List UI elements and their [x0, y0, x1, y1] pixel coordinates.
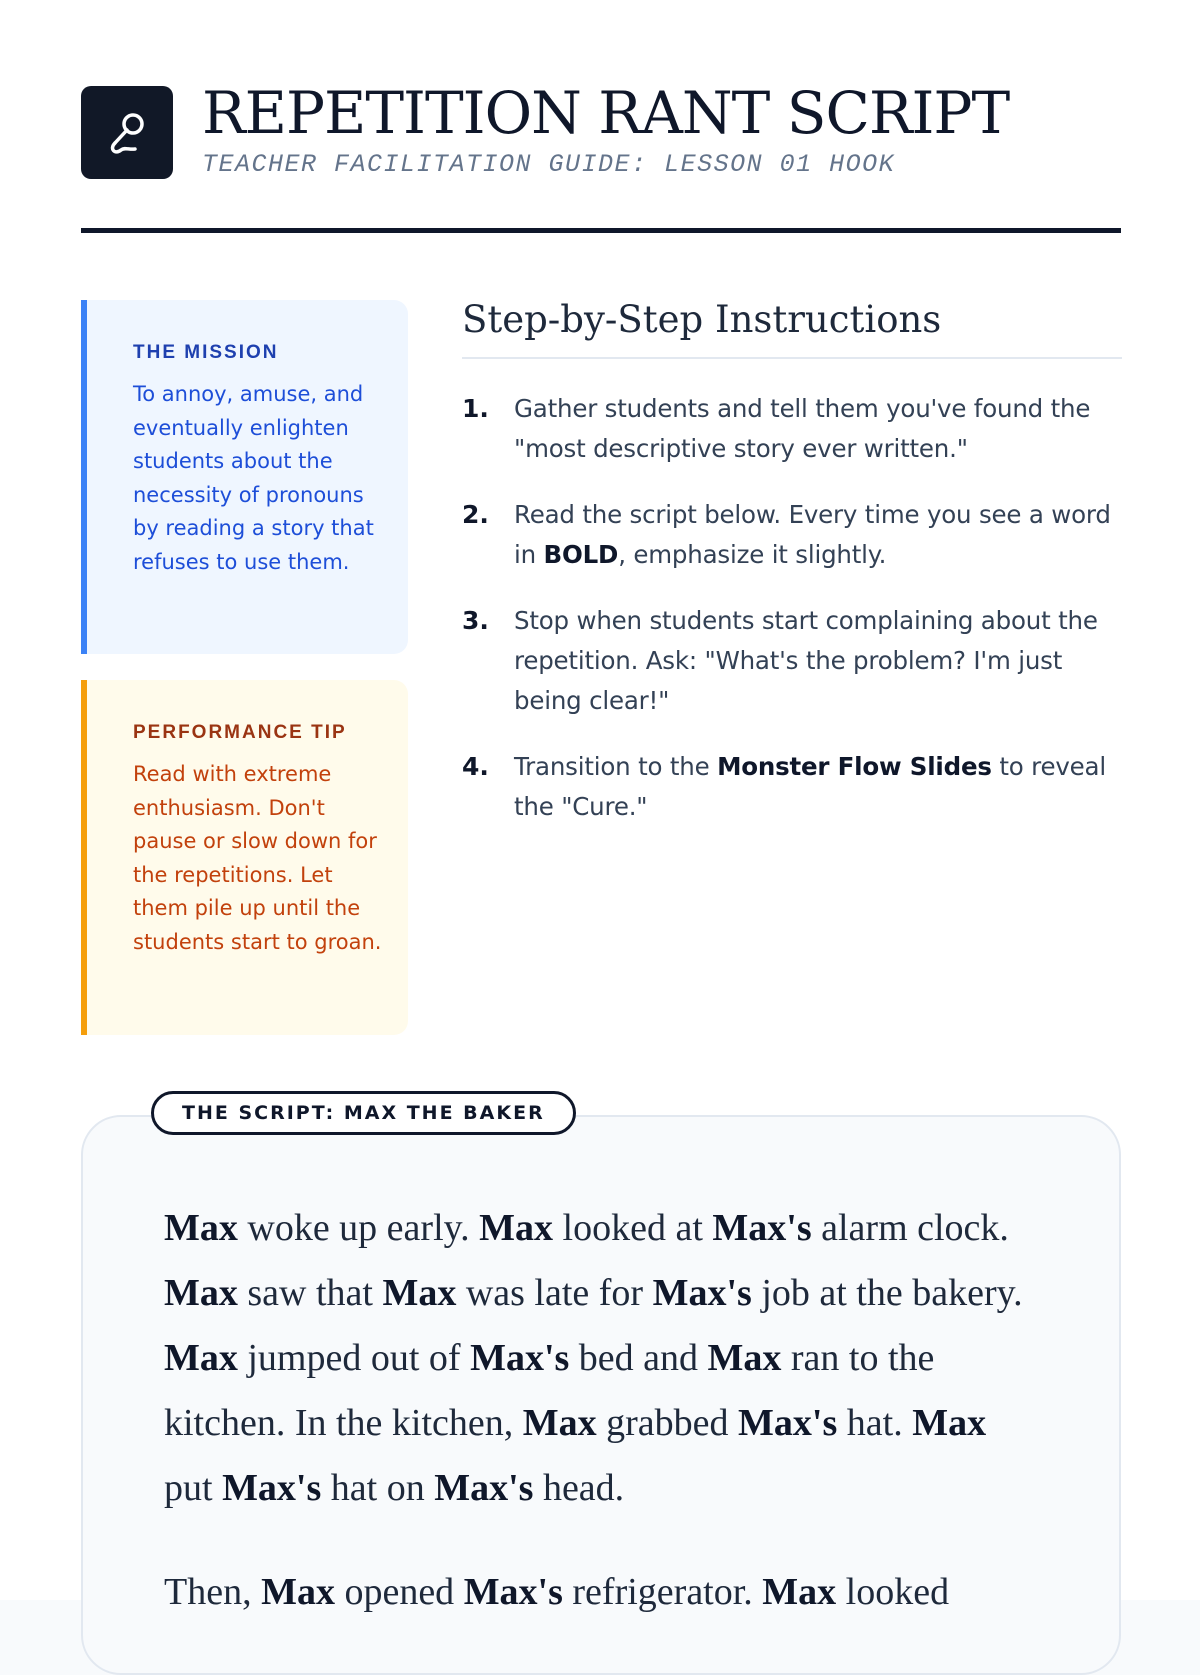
page-header: [81, 79, 1121, 186]
text-run: Then,: [164, 1571, 262, 1613]
text-run: job at the bakery.: [751, 1272, 1023, 1314]
emphasized-word: BOLD: [543, 540, 619, 569]
text-run: was late for: [456, 1272, 653, 1314]
microphone-icon: [105, 109, 149, 157]
emphasized-word: Max's: [463, 1571, 563, 1613]
script-paragraph: [164, 1196, 1044, 1521]
step-text: [514, 389, 1122, 469]
page-title: REPETITION RANT SCRIPT: [202, 79, 1010, 147]
script-paragraph: [164, 1560, 1044, 1625]
instruction-step: [462, 747, 1122, 827]
emphasized-word: Max: [164, 1207, 238, 1249]
instructions-section: [462, 298, 1122, 853]
text-run: bed and: [569, 1337, 708, 1379]
tip-heading: PERFORMANCE TIP: [133, 722, 347, 743]
script-tag: THE SCRIPT: MAX THE BAKER: [151, 1091, 576, 1135]
instructions-heading: Step-by-Step Instructions: [462, 298, 1122, 359]
emphasized-word: Max's: [738, 1402, 838, 1444]
text-run: jumped out of: [237, 1337, 471, 1379]
text-run: put: [164, 1467, 223, 1509]
performance-tip-card: [81, 680, 408, 1035]
step-text: [514, 495, 1122, 575]
text-run: Transition to the: [514, 752, 718, 781]
page-subtitle: TEACHER FACILITATION GUIDE: LESSON 01 HOOK: [202, 150, 896, 179]
text-run: hat on: [321, 1467, 435, 1509]
mission-card: [81, 300, 408, 654]
emphasized-word: Max: [912, 1402, 987, 1444]
text-run: looked: [836, 1571, 950, 1613]
header-divider: [81, 228, 1121, 233]
instruction-step: [462, 389, 1122, 469]
step-text: [514, 601, 1122, 721]
text-run: hat.: [837, 1402, 913, 1444]
emphasized-word: Max's: [470, 1337, 570, 1379]
step-number: 4.: [462, 752, 489, 781]
text-run: refrigerator.: [562, 1571, 763, 1613]
emphasized-word: Max's: [434, 1467, 534, 1509]
emphasized-word: Max: [762, 1571, 837, 1613]
step-number: 2.: [462, 500, 489, 529]
step-text: [514, 747, 1122, 827]
text-run: Gather students and tell them you've found the "most descriptive story ever written.": [514, 394, 1091, 463]
mission-heading: THE MISSION: [133, 342, 279, 363]
emphasized-word: Max: [382, 1272, 457, 1314]
emphasized-word: Monster Flow Slides: [717, 752, 992, 781]
text-run: woke up early.: [237, 1207, 480, 1249]
emphasized-word: Max: [479, 1207, 554, 1249]
step-number: 3.: [462, 606, 489, 635]
text-run: looked at: [553, 1207, 713, 1249]
step-number: 1.: [462, 394, 489, 423]
emphasized-word: Max: [261, 1571, 335, 1613]
mission-body: To annoy, amuse, and eventually enlighten students about the necessity of pronouns by reading a story that refuses to use them.: [133, 382, 374, 574]
emphasized-word: Max: [707, 1337, 782, 1379]
text-run: to reveal the "Cure.": [514, 752, 1106, 821]
text-run: saw that: [237, 1272, 383, 1314]
instruction-step: [462, 601, 1122, 721]
tip-body: Read with extreme enthusiasm. Don't pause or slow down for the repetitions. Let them pile up until the students start to groan.: [133, 762, 382, 954]
text-run: Read the script below. Every time you see a word in: [514, 500, 1111, 569]
text-run: grabbed: [596, 1402, 739, 1444]
text-run: ran to the kitchen. In the kitchen,: [164, 1337, 935, 1444]
logo-badge: [81, 86, 173, 179]
emphasized-word: Max's: [712, 1207, 812, 1249]
emphasized-word: Max: [164, 1272, 238, 1314]
text-run: head.: [533, 1467, 625, 1509]
instructions-list: [462, 389, 1122, 827]
emphasized-word: Max's: [222, 1467, 322, 1509]
instruction-step: [462, 495, 1122, 575]
emphasized-word: Max: [522, 1402, 597, 1444]
text-run: , emphasize it slightly.: [618, 540, 887, 569]
text-run: opened: [334, 1571, 464, 1613]
text-run: alarm clock.: [811, 1207, 1009, 1249]
emphasized-word: Max: [164, 1337, 238, 1379]
text-run: Stop when students start complaining about the repetition. Ask: "What's the problem? I'm just being clear!": [514, 606, 1098, 715]
emphasized-word: Max's: [652, 1272, 752, 1314]
